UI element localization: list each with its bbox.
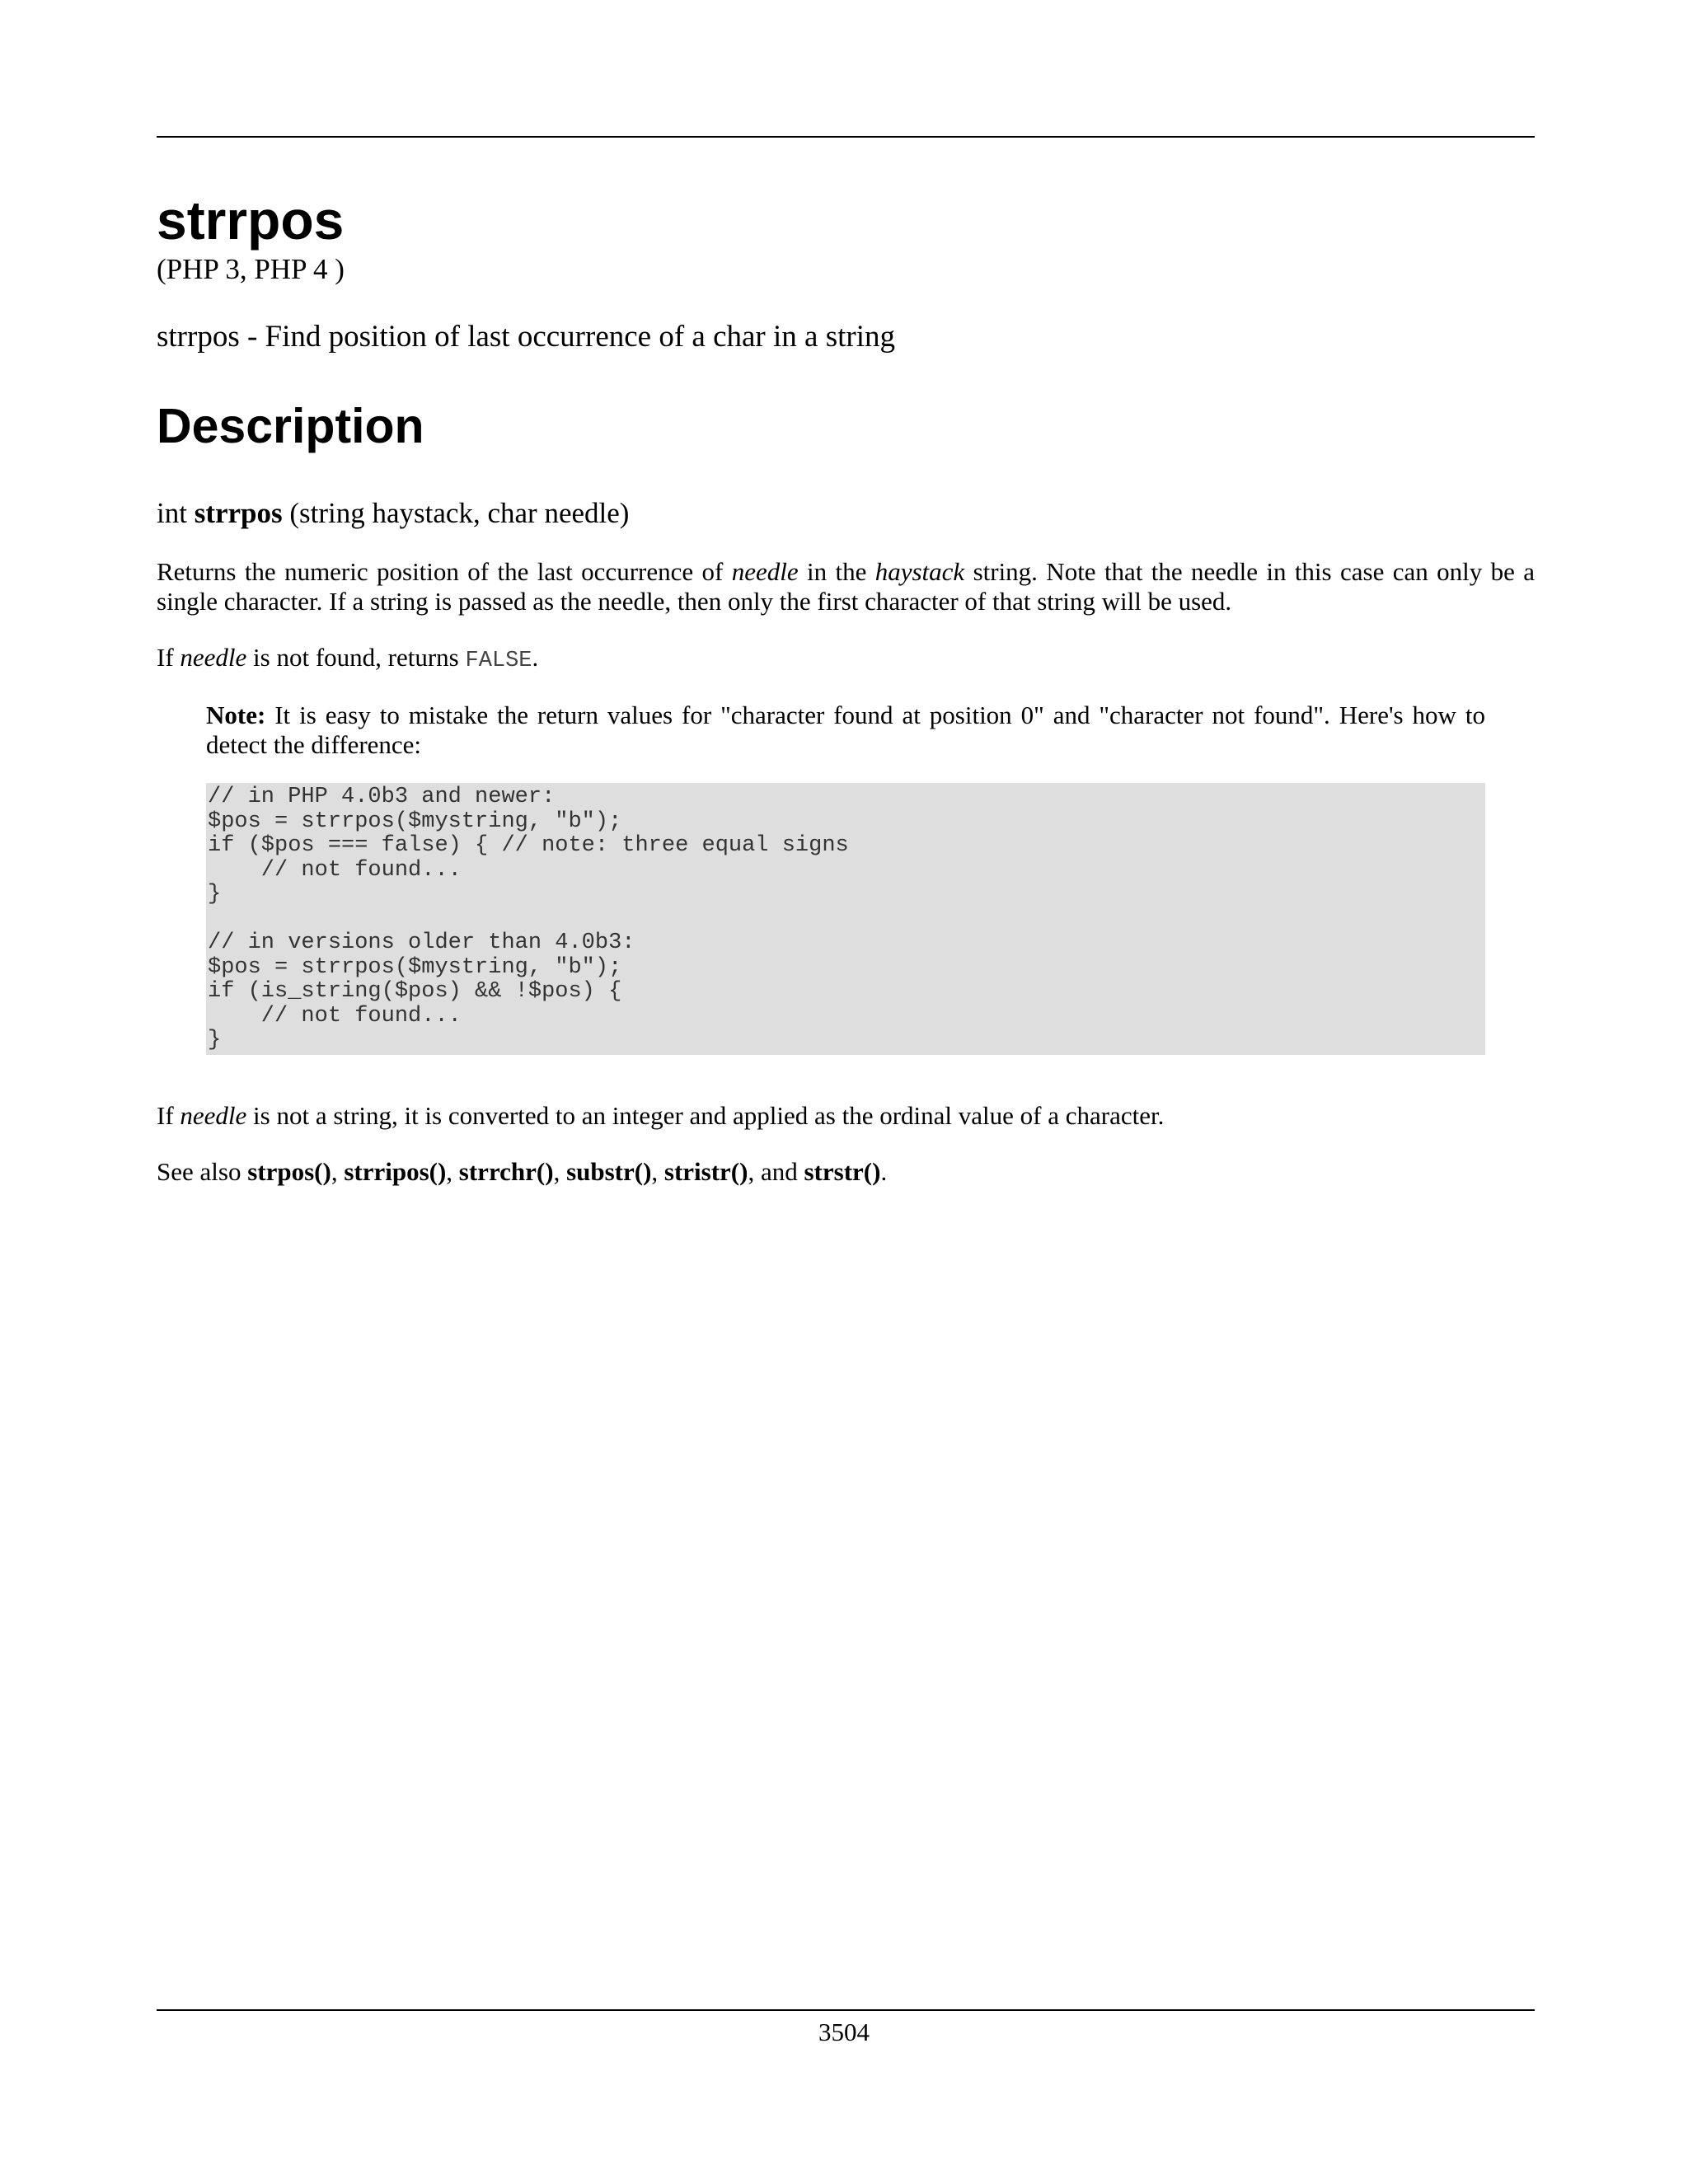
note-label: Note: bbox=[206, 701, 266, 729]
note-block bbox=[206, 701, 1485, 1055]
return-type: int bbox=[157, 497, 187, 529]
link-substr[interactable]: substr() bbox=[566, 1156, 652, 1186]
synopsis-function-name: strrpos bbox=[194, 497, 283, 529]
section-heading: Description bbox=[157, 399, 424, 453]
param-needle: needle bbox=[180, 1100, 247, 1130]
param-needle: needle bbox=[731, 557, 799, 586]
returns-paragraph: Returns the numeric position of the last occurrence of needle in the haystack string. Note that the needle in this case can only be a single character. If a string is passed as the needle, then only the first character of that string will be used. bbox=[157, 557, 1535, 616]
param-haystack: haystack bbox=[874, 557, 965, 586]
function-synopsis bbox=[157, 496, 1535, 531]
link-stristr[interactable]: stristr() bbox=[663, 1156, 748, 1186]
version-info: (PHP 3, PHP 4 ) bbox=[157, 253, 345, 285]
link-strstr[interactable]: strstr() bbox=[804, 1156, 881, 1186]
function-title: strrpos bbox=[157, 190, 345, 251]
conversion-paragraph: If needle is not a string, it is converted to an integer and applied as the ordinal value of a character. bbox=[157, 1100, 1165, 1130]
link-strrchr[interactable]: strrchr() bbox=[458, 1156, 554, 1186]
synopsis-params: (string haystack, char needle) bbox=[289, 497, 630, 529]
function-purpose: strrpos - Find position of last occurrence of a char in a string bbox=[157, 320, 895, 354]
header-rule bbox=[157, 136, 1535, 138]
code-example: // in PHP 4.0b3 and newer: $pos = strrpos($mystring, "b"); if ($pos === false) { // note: three equal signs // not found... } // in versions older than 4.0b3: $pos = strrpos($mystring, "b"); if (is_string($pos) && !$pos) { // not found... } bbox=[206, 783, 1485, 1055]
page-number: 3504 bbox=[818, 2018, 870, 2046]
false-constant: FALSE bbox=[465, 649, 532, 673]
page-content bbox=[157, 188, 1535, 1187]
see-also-paragraph: See also strpos(), strripos(), strrchr(), substr(), stristr(), and strstr(). bbox=[157, 1156, 888, 1186]
param-needle: needle bbox=[180, 643, 247, 672]
not-found-paragraph: If needle is not found, returns FALSE. bbox=[157, 643, 539, 673]
link-strripos[interactable]: strripos() bbox=[344, 1156, 447, 1186]
link-strpos[interactable]: strpos() bbox=[247, 1156, 331, 1186]
note-text: Note: It is easy to mistake the return values for "character found at position 0" and "character not found". Here's how to detect the difference: bbox=[206, 701, 1485, 759]
